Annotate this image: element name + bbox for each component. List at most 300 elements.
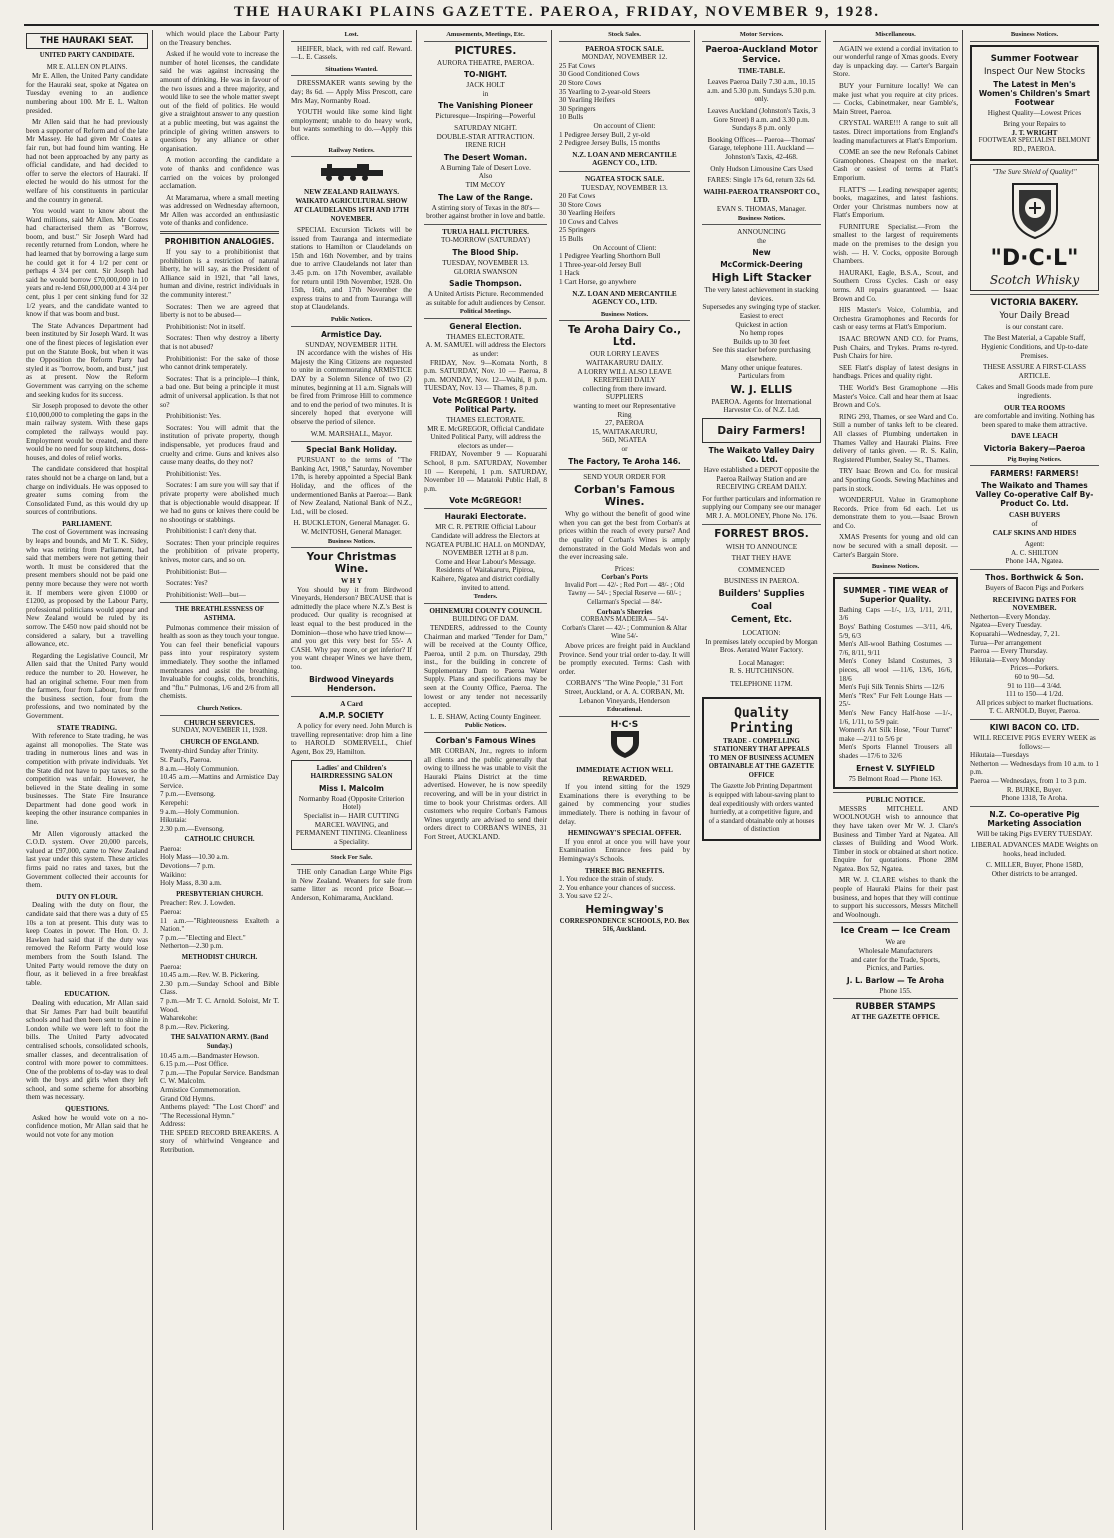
borthwick-heading: Thos. Borthwick & Son.	[985, 573, 1084, 583]
dcl-logo-text: "D·C·L"	[990, 245, 1079, 271]
divider	[291, 696, 412, 697]
dialogue-line: Socrates: Then we are agreed that liberty is not to be abused—	[160, 302, 279, 320]
section-label-educational: Educational.	[559, 705, 690, 717]
church-line: 6.15 p.m.—Post Office.	[160, 1060, 229, 1069]
latest-footwear: The Latest in Men's Women's Children's Smart Footwear	[978, 79, 1091, 107]
candidate-mcgregor: MR E. McGREGOR, Official Candidate United Political Party, will address the electors as under—	[427, 424, 544, 450]
summer-line: Men's All-wool Bathing Costumes —7/6, 8/11, 9/11	[839, 640, 952, 657]
church-line: 10.45 a.m.—Mattins and Armistice Day Service.	[160, 773, 279, 790]
public-notice-paragraph: MESSRS MITCHELL AND WOOLNOUGH wish to announce that they have taken over Mr W. J. Clare's Business and Timber Yard at Ngatea. All classes of Building and Wood Work. Timber in stock or obtained at short notice. Enquire for quotations. Phone 28M Ngatea. Box 52, Ngatea.	[833, 804, 958, 873]
railways-paragraph: SPECIAL Excursion Tickets will be issued from Tauranga and intermediate stations to Hamilton or Claudelands on 15th and 16th November, and by trains due to arrive Claudelands not later than 3.45 p.m. on 17th November, available for return until 19th November, 1928. On 15th, 16th, and 17th November the express trains to and from Tauranga will stop at Claudelands.	[291, 226, 412, 312]
wine-paragraph: You should buy it from Birdwood Vineyards, Henderson? BECAUSE that is admittedly the place where N.Z.'s Best is produced. Our quality is recognised at least equal to the best produced in the Dominion—those who have tried know—and you get this very best for 55/- A CASH. Why pay more, or get inferior? If you want cheaper Wines we have them, too.	[291, 585, 412, 672]
misc-ad: HAURAKI, Eagle, B.S.A., Scout, and Southern Cross Cycles. Cash or easy terms. All repairs guaranteed. — Isaac Brown and Co.	[833, 268, 958, 303]
barlow-name: J. L. Barlow — Te Aroha	[846, 975, 945, 985]
divider	[559, 469, 690, 470]
bank-holiday-heading: Special Bank Holiday.	[306, 445, 397, 455]
offer-paragraph: If you enrol at once you will have your Examination Entrance fees paid by Hemingway's Schools.	[559, 837, 690, 863]
misc-ad: FURNITURE Specialist.—From the smallest to the largest of requirements made on the premises to the design you wish. — H. V. Cocks, opposite Borough Chambers.	[833, 222, 958, 266]
timetable-auckland: Leaves Auckland (Johnston's Taxis, 3 Gore Street) 8 a.m. and 3.30 p.m. Sundays 8 p.m. only	[707, 106, 816, 133]
forrest-line: WISH TO ANNOUNCE	[725, 542, 798, 551]
new-label: New	[752, 248, 771, 258]
stacker-line: The very latest achievement in stacking devices.	[704, 286, 819, 303]
depot-text: Have established a DEPOT opposite the Paeroa Railway Station and are RECEIVING CREAM DAILY.	[703, 466, 820, 492]
star-name: JACK HOLT	[466, 81, 505, 90]
constant-care: is our constant care.	[1005, 322, 1064, 331]
dates-line: 91 to 110—4 3/4d.	[1007, 681, 1062, 690]
dialogue-line: Prohibitionist: Yes.	[166, 469, 221, 478]
misc-ad: THE World's Best Gramophone —His Master's Voice. Call and hear them at Isaac Brown and Co's.	[833, 383, 958, 410]
church-line: St. Paul's, Paeroa.	[160, 755, 212, 764]
stock-line: 35 Yearling to 2-year-old Steers	[559, 87, 651, 96]
benefits: THREE BIG BENEFITS.	[584, 866, 665, 875]
nz-coop-sub: Will be taking Pigs EVERY TUESDAY.	[976, 829, 1093, 838]
dates-line: Hikutaia—Every Monday	[970, 655, 1045, 664]
misc-ad: HIS Master's Voice, Columbia, and Orchestra Gramophones and Records for cash or easy terms at Flatt's Emporium.	[833, 306, 958, 332]
corban-address: CORBAN'S "The Wine People," 31 Fort Street, Auckland, or A. A. CORBAN, Mt. Lebanon Vineyards, Henderson	[564, 679, 685, 705]
ellis-agents: PAEROA. Agents for International Harvester Co. of N.Z. Ltd.	[711, 397, 812, 415]
forrest-bros: FORREST BROS.	[714, 527, 809, 540]
subhead-questions: QUESTIONS.	[65, 1105, 109, 1114]
section-label-business: Business Notices.	[970, 30, 1099, 42]
article-paragraph: The candidate considered that hospital rates should not be a charge on land, but a charge on individuals. He was opposed to greater sums coming from the Consolidated Fund, as this would dry up sources of contributions.	[26, 465, 148, 517]
asthma-heading: THE BREATHLESSNESS OF ASTHMA.	[174, 606, 265, 623]
corbans-heading: Corban's Famous Wines.	[574, 484, 675, 509]
article-paragraph: Sir Joseph proposed to devote the other £10,000,000 to completing the gaps in the main railway system. With these gaps completed the railways would pay. Employment would be created, and there would be no need for soup kitchens, doss-houses, and doles of relief works.	[26, 402, 148, 462]
public-notice-heading: PUBLIC NOTICE.	[865, 796, 926, 805]
film-description: A United Artists Picture. Recommended as suitable for adult audiences by Censor.	[425, 290, 546, 307]
masthead: THE HAURAKI PLAINS GAZETTE. PAEROA, FRIDAY, NOVEMBER 9, 1928.	[233, 4, 881, 20]
bank-holiday-signature: H. BUCKLETON, General Manager. G. W. McINTOSH, General Manager.	[293, 519, 410, 536]
misc-ad: COME an see the new Refonals Cabinet Gramophones. Cheapest on the market. Cash or easiest of terms at Flatt's Emporium.	[833, 148, 958, 182]
column-8	[966, 30, 1099, 1530]
column-5	[555, 30, 695, 1530]
bakery-assure: THESE ASSURE A FIRST-CLASS ARTICLE.	[983, 363, 1086, 380]
builders-supplies: Builders' Supplies	[718, 588, 805, 599]
stock-line: 2 Pedigree Jersey Bulls, 15 months	[559, 139, 661, 148]
highest-quality: Highest Quality—Lowest Prices	[987, 108, 1082, 117]
kiwi-line: Paeroa — Wednesdays, from 1 to 3 p.m.	[970, 776, 1087, 785]
article-paragraph: Pulmonas commence their mission of health as soon as they touch your tongue. You can feel their beneficial vapours pass into your respiratory system immediately. They soothe the inflamed membranes and assist the breathing. Invaluable for coughs, colds, bronchitis, and "flu." Pulmonas, 1/6 and 2/6 from all chemists.	[160, 623, 279, 701]
film-title: The Law of the Range.	[438, 192, 533, 202]
liberal-advances: LIBERAL ADVANCES MADE Weights on hooks, head included.	[971, 841, 1098, 858]
stock-line: 20 Store Cows	[559, 78, 602, 87]
dairy-farmers-ad	[702, 418, 821, 443]
subhead-parliament: PARLIAMENT.	[62, 519, 112, 528]
hairdresser-services: Specialist in— HAIR CUTTING MARCEL WAVING, and PERMANENT TINTING. Cleanliness a Speciality.	[295, 811, 408, 846]
armistice-signature: W.M. MARSHALL, Mayor.	[310, 429, 393, 438]
announcing: ANNOUNCING	[737, 228, 786, 237]
summer-line: Women's Art Silk Hose, "Four Turret" make —2/11 to 5/6 pr	[839, 726, 952, 743]
ports-list: Invalid Port — 42/- ; Red Port — 48/- ; Old Tawny — 54/- ; Special Reserve — 60/- ; Cellarman's Special — 84/-	[564, 581, 685, 607]
ice-cream-heading: Ice Cream — Ice Cream	[840, 926, 951, 937]
divider	[970, 719, 1099, 720]
armistice-heading: Armistice Day.	[321, 329, 382, 339]
star-name: GLORIA SWANSON	[453, 267, 518, 276]
telephone: TELEPHONE 117M.	[730, 679, 793, 688]
daily-bread: Your Daily Bread	[999, 310, 1070, 321]
church-line: Holy Mass—10.30 a.m.	[160, 853, 229, 862]
masthead-rule	[24, 24, 1099, 26]
aroha-line: wanting to meet our Representative	[573, 401, 676, 410]
armistice-date: SUNDAY, NOVEMBER 11TH.	[305, 340, 398, 349]
hairdresser-name: Miss I. Malcolm	[319, 783, 384, 793]
column-1	[26, 30, 153, 1530]
benefit-line: 3. You save £2 2/-.	[559, 892, 613, 901]
aroha-line: Ring	[617, 410, 632, 419]
divider	[970, 806, 1099, 807]
subhead-state-trading: STATE TRADING.	[57, 723, 117, 732]
church-line: Preacher: Rev. J. Lowden.	[160, 899, 236, 908]
article-title-hauraki-seat: THE HAURAKI SEAT.	[26, 33, 148, 49]
section-label-political: Political Meetings.	[424, 307, 547, 319]
bring-repairs: Bring your Repairs to	[1003, 120, 1066, 129]
thames-electorate: THAMES ELECTORATE.	[446, 416, 525, 425]
dialogue-line: Prohibitionist: But—	[166, 567, 227, 576]
waikato-dairy-co: The Waikato Valley Dairy Co. Ltd.	[708, 446, 815, 464]
te-aroha-dairy-heading: Te Aroha Dairy Co., Ltd.	[567, 324, 682, 349]
article-paragraph: which would place the Labour Party on the Treasury benches.	[160, 30, 279, 47]
church-line: Armistice Commemoration.	[160, 1085, 241, 1094]
article-paragraph: Asked if he would vote to increase the number of hotel licenses, the candidate said he was against increasing the amount of drinking. He was in favour of the two issues and a three majority, and would like to see the whole matter swept out of the field of politics. He would give a straightout answer to any question at a public meeting, but was against the principle of giving written answers to questions by any alliance or other organisation.	[160, 50, 279, 153]
wright-address: FOOTWEAR SPECIALIST BELMONT RD., PAEROA.	[978, 137, 1091, 153]
location-label: LOCATION:	[742, 628, 781, 637]
rubber-stamps: RUBBER STAMPS	[855, 1002, 936, 1013]
article-paragraph: If you say to a prohibitionist that prohibition is a restriction of natural liberty, he will say, as the President of Alliance said in 1921, that "all laws, human and divine, restrict individuals in the community interest."	[160, 248, 279, 300]
misc-ad: TRY Isaac Brown and Co. for musical and Sporting Goods. Sewing Machines and parts in stock.	[833, 467, 958, 493]
wine-heading: Your Christmas Wine.	[306, 551, 397, 576]
aroha-line: SUPPLIERS	[605, 393, 644, 402]
summer-line: Men's "Rex" Fur Felt Lounge Hats —25/-	[839, 691, 952, 709]
forrest-line: THAT THEY HAVE	[731, 554, 792, 563]
summer-line: Men's New Fancy Half-hose —1/-, 1/6, 1/11, to 5/9 pair.	[839, 708, 952, 726]
arnold-buyer: T. C. ARNOLD, Buyer, Paeroa.	[988, 707, 1081, 716]
dates-line: 60 to 90—5d.	[1014, 672, 1055, 681]
agent-label: Agent:	[1024, 540, 1045, 549]
corbans-sherries: Corban's Sherries	[596, 607, 653, 616]
stock-line: 30 Springers	[559, 104, 596, 113]
section-label-lost: Lost.	[291, 30, 412, 42]
church-line: Waikino:	[160, 870, 187, 879]
madeira: CORBAN'S MADEIRA — 54/-	[580, 616, 669, 624]
church-line: 7 p.m.—The Popular Service. Bandsman C. W. Malcolm.	[160, 1068, 279, 1086]
cash-buyers: CASH BUYERS	[1009, 511, 1060, 520]
petrie-invite: Come and Hear Labour's Message. Residents of Waitakaruru, Pipiroa, Kaihere, Ngatea and district cordially invited to attend.	[431, 557, 540, 592]
aroha-line: 15, WAITAKARURU,	[591, 427, 658, 436]
church-title: CHURCH SERVICES.	[183, 718, 256, 727]
timetable-label: TIME-TABLE.	[737, 66, 786, 75]
paeroa-stock-sale: PAEROA STOCK SALE.	[585, 44, 664, 53]
tea-rooms-text: are comfortable and inviting. Nothing has been spared to make them attractive.	[974, 412, 1095, 429]
rubber-stamps-sub: AT THE GAZETTE OFFICE.	[851, 1014, 940, 1022]
dairy-farmers-heading: Dairy Farmers!	[717, 425, 806, 437]
church-line: Devotions—7 p.m.	[160, 862, 215, 871]
church-line: Holy Mass, 8.30 a.m.	[160, 879, 222, 888]
thames-electorate: THAMES ELECTORATE.	[446, 332, 525, 341]
hairdressing-top: Ladies' and Children's HAIRDRESSING SALON	[310, 763, 393, 781]
wright-name: J. T. WRIGHT	[1011, 128, 1058, 137]
meeting-dates: FRIDAY, November 9 — Kopuarahi School, 8 p.m. SATURDAY, November 10 — Kerepehi, 1 p.m. SATURDAY, November 10 — Matatoki Public Hall, 8 p.m.	[424, 450, 547, 493]
dialogue-line: Prohibitionist: Well—but—	[166, 590, 246, 599]
shilton-name: A. C. SHILTON	[1010, 548, 1059, 557]
quality-printing-paragraph: The Gazette Job Printing Department is equipped with labour-saving plant to deal expeditiously with orders wanted hurriedly, at a competitive figure, and of a standard obtainable only at houses of distinction	[708, 783, 815, 834]
church-line: Kerepehi:	[160, 798, 189, 807]
subhead-duty-on-flour: DUTY ON FLOUR.	[56, 892, 118, 901]
farmers-heading: FARMERS! FARMERS!	[990, 469, 1079, 479]
article-subtitle: UNITED PARTY CANDIDATE.	[39, 52, 135, 59]
divider	[702, 524, 821, 525]
section-label-stock-for-sale: Stock For Sale.	[291, 853, 412, 865]
section-label-public: Public Notices.	[424, 721, 547, 733]
ngatea-stock-sale: NGATEA STOCK SALE.	[584, 174, 665, 183]
hairdresser-address: Normanby Road (Opposite Criterion Hotel)	[298, 794, 405, 812]
divider	[160, 602, 279, 603]
aurora-theatre: AURORA THEATRE, PAEROA.	[436, 58, 535, 67]
article-title-prohibition: PROHIBITION ANALOGIES.	[164, 237, 275, 247]
stacker-line: Supersedes any swinging type of stacker.	[702, 303, 821, 312]
stacker-line: Easiest to erect	[739, 312, 784, 321]
church-date: SUNDAY, NOVEMBER 11, 1928.	[171, 727, 268, 735]
stock-line: 30 Good Conditioned Cows	[559, 70, 640, 79]
dates-line: Turua—Per arrangement	[970, 638, 1042, 647]
cement: Cement, Etc.	[730, 614, 793, 625]
divider	[833, 922, 958, 923]
nz-loan-agency: N.Z. LOAN AND MERCANTILE AGENCY CO., LTD.	[572, 150, 677, 168]
film-title: The Blood Ship.	[452, 247, 519, 257]
aroha-line: collecting from there inward.	[582, 384, 667, 393]
stock-line: 30 Store Cows	[559, 200, 602, 209]
misc-ad: XMAS Presents for young and old can now be secured with a small deposit. — Carter's Bargain Store.	[833, 533, 958, 559]
section-label-motor: Motor Services.	[702, 30, 821, 42]
bakery-cakes: Cakes and Small Goods made from pure ingredients.	[976, 383, 1093, 400]
stock-line: 10 Cows and Calves	[559, 217, 618, 226]
church-line: Grand Old Hymns.	[160, 1094, 215, 1103]
freight-paragraph: Above prices are freight paid in Auckland Province. Send your trial order to-day. It will be promptly executed. Terms: Cash with order.	[559, 642, 690, 676]
stacker-line: See this stacker before purchasing elsewhere.	[712, 346, 811, 364]
quality-printing-tagline: TRADE - COMPELLING STATIONERY THAT APPEALS TO MEN OF BUSINESS ACUMEN OBTAINABLE AT THE GAZETTE OFFICE	[708, 737, 815, 779]
church-line: Waharekohe:	[160, 1014, 198, 1023]
hemingways-name: Hemingway's	[585, 903, 664, 916]
stock-line: 1 Pedigree Jersey Bull, 2 yr-old	[559, 130, 650, 139]
article-paragraph: At Maramarua, where a small meeting was addressed on Wednesday afternoon, Mr Allen was accorded an enthusiastic vote of thanks and confidence.	[160, 193, 279, 228]
article-paragraph: Mr Allen vigorously attacked the C.O.D. system. Over 20,000 parcels, valued at £97,000, came to New Zealand last year under this system. These articles firms paid no rates and taxes, but the Government collected their accounts for them.	[26, 829, 148, 890]
stacker-line: Builds up to 30 feet	[733, 337, 790, 346]
church-line: THE SPEED RECORD BREAKERS. A story of whirlwind Vengeance and Retribution.	[160, 1128, 279, 1155]
church-line: Netherton—2.30 p.m.	[160, 942, 224, 951]
aroha-line: 56D, NGATEA	[602, 436, 647, 445]
column-2	[156, 30, 284, 1530]
misc-ad: AGAIN we extend a cordial invitation to our wonderful range of Xmas goods. Every day is unpacking day. — Carter's Bargain Store.	[833, 44, 958, 79]
church-line: Twenty-third Sunday after Trinity.	[160, 747, 259, 756]
hauraki-electorate-heading: Hauraki Electorate.	[444, 512, 527, 522]
section-label-situations: Situations Wanted.	[291, 65, 412, 77]
summer-line: Men's Coney Island Costumes, 3 pieces, all wool —11/6, 13/6, 16/6, 18/6	[839, 657, 952, 683]
divider	[559, 171, 690, 172]
star-name: TIM McCOY	[465, 180, 506, 189]
turua-heading: TURUA HALL PICTURES.	[442, 227, 529, 236]
film-description: A Burning Tale of Desert Love.	[440, 163, 531, 172]
article-paragraph: With reference to State trading, he was against all monopolies. The State was trading in numerous lines and was in competition with private individuals. Yet the State did not have to pay taxes, so the competition was unfair. However, he believed in the State dealing in some businesses. The State Fire Insurance Department had done good work in keeping the other insurance companies in line.	[26, 732, 148, 827]
burke-phone: Phone 1318, Te Aroha.	[1001, 794, 1068, 803]
special-offer: HEMINGWAY'S SPECIAL OFFER.	[567, 829, 682, 838]
fluctuations: All prices subject to market fluctuations.	[976, 698, 1093, 707]
stacker-line: Many other unique features.	[720, 363, 803, 372]
double-star: DOUBLE-STAR ATTRACTION.	[436, 132, 535, 141]
church-line: 7 p.m.—Evensong.	[160, 790, 216, 799]
stock-line: 10 Bulls	[559, 113, 584, 122]
church-catholic-heading: CATHOLIC CHURCH.	[184, 836, 255, 844]
ice-line: Wholesale Manufacturers	[858, 947, 933, 956]
borthwick-sub: Buyers of Bacon Pigs and Porkers	[985, 584, 1084, 593]
railways-heading: WAIKATO AGRICULTURAL SHOW AT CLAUDELANDS 16TH AND 17TH NOVEMBER.	[294, 198, 409, 223]
coal: Coal	[751, 601, 772, 612]
amp-heading: A.M.P. SOCIETY	[319, 711, 384, 721]
manager-hutchinson: R. S. HUTCHINSON.	[729, 667, 794, 676]
send-order: SEND YOUR ORDER FOR	[583, 472, 666, 481]
benefit-line: 2. You enhance your chances of success.	[559, 883, 676, 892]
tonight: TO-NIGHT.	[463, 70, 508, 80]
aroha-line: OUR LORRY LEAVES	[589, 350, 660, 359]
booking-offices: Booking Offices— Paeroa—Thomas' Garage, telephone 111. Auckland — Johnston's Taxis, 42-468.	[707, 135, 816, 161]
ohinemuri-council: OHINEMURI COUNTY COUNCIL	[429, 606, 542, 615]
quality-printing-ad	[702, 697, 821, 842]
inspect-stocks: Inspect Our New Stocks	[983, 66, 1086, 77]
misc-ad: ISAAC BROWN AND CO. for Prams, Push Chairs, and Trykes. Prams re-tyred. Push Chairs for hire.	[833, 335, 958, 361]
film-title: Sadie Thompson.	[449, 279, 522, 289]
victoria-bakery-heading: VICTORIA BAKERY.	[990, 297, 1079, 308]
aroha-factory: The Factory, Te Aroha 146.	[568, 456, 681, 466]
vote-mcgregor: Vote McGREGOR ! United Political Party.	[432, 396, 539, 415]
church-line: 10.45 a.m.—Bandmaster Hewson.	[160, 1051, 260, 1060]
misc-ad: RING 293, Thames, or see Ward and Co. Still a number of tanks left to be cleared. All classes of Plumbing undertaken in Thames Valley and Hauraki Plains. Free delivery of tanks given. — R. S. Kalin, Registered Plumber, Sealey St., Thames.	[833, 412, 958, 464]
section-label-stock-sales: Stock Sales.	[559, 30, 690, 42]
section-label-amusements: Amusements, Meetings, Etc.	[424, 30, 547, 42]
church-line: Hikutaia:	[160, 816, 187, 825]
classified-ad: YOUTH would like some kind light employment; unable to do heavy work, but wants something to do.—Apply this office.	[291, 108, 412, 142]
of-label: of	[1031, 520, 1038, 529]
corbans-ports: Corban's Ports	[601, 573, 648, 582]
church-line: 10.45 a.m.—Rev. W. B. Pickering.	[160, 971, 260, 980]
the-label: the	[757, 236, 766, 245]
section-label-business: Business Notices.	[559, 310, 690, 322]
article-paragraph: The State Advances Department had been instituted by Sir Joseph Ward. It was one of the finest pieces of legislation ever put on the Statute Book, but when it was the Opposition the Reform Party had styled it as "borrow, boom, and bust," just as at present. Now the Reform Government was carrying on the scheme and seeking kudos for its success.	[26, 321, 148, 399]
film-description: A stirring story of Texas in the 80's—brother against brother in love and battle.	[426, 203, 545, 221]
film-title: The Desert Woman.	[443, 152, 528, 162]
calf-skins: CALF SKINS AND HIDES	[992, 528, 1077, 537]
candidate-petrie: MR C. R. PETRIE Official Labour Candidate will address the Electors at NGATEA PUBLIC HALL on MONDAY, NOVEMBER 12TH at 8 p.m.	[425, 523, 546, 558]
summer-line: Bathing Caps —1/-, 1/3, 1/11, 2/11, 3/6	[839, 605, 952, 623]
mccormick-deering: McCormick-Deering	[720, 260, 803, 270]
tuesday: TUESDAY, NOVEMBER 13.	[442, 258, 529, 267]
dates-line: Prices—Porkers.	[1010, 664, 1059, 673]
article-paragraph: The cost of Government was increasing by leaps and bounds, and Mr T. K. Sidey, who was retiring from Parliament, had said that members were not getting their worth. It must be considered that the present members should not be paid one penny more because they were not worth it. If members were given £1000 or £1200, as proposed by the Labour Party, professional politicians would appear and New Zealand would be ruled by its sorrow. The £450 now paid should not be considered a salary, but a travelling allowance, etc.	[26, 528, 148, 649]
waikato-coop: The Waikato and Thames Valley Co-operative Calf By-Product Co. Ltd.	[975, 481, 1094, 509]
church-line: 7 p.m.—"Electing and Elect."	[160, 933, 246, 942]
aroha-line: or	[621, 444, 628, 453]
manager-thomas: EVAN S. THOMAS, Manager.	[716, 204, 807, 213]
summer-wear-ad	[833, 577, 958, 789]
receiving-dates: RECEIVING DATES FOR NOVEMBER.	[992, 595, 1077, 613]
article-paragraph: Dealing with education, Mr Allan said that Sir James Parr had built beautiful schools and had then been sent to shine in London while we were left to foot the bills. The United Party advocated centralised schools, consolidated schools, smaller classes, and decentralisation of control with more power to committees. One of the problems of to-day was to deal with the boys and girls when they left school, and some scheme for absorbing them was necessary.	[26, 998, 148, 1102]
dates-line: Kopuarahi—Wednesday, 7, 21.	[970, 630, 1060, 638]
church-line: 7 p.m.—Mr T. C. Arnold. Soloist, Mr T. Wood.	[160, 996, 279, 1014]
birdwood-name: Birdwood Vineyards Henderson.	[309, 674, 394, 693]
amp-paragraph: A policy for every need. John Murch is travelling representative: drop him a line to HAROLD SOMERVELL, Chief Agent, Box 29, Hamilton.	[291, 722, 412, 756]
dialogue-line: Prohibitionist: For the sake of those who cannot drink temperately.	[160, 354, 279, 372]
church-methodist-heading: METHODIST CHURCH.	[181, 954, 258, 961]
dialogue-line: Socrates: That is a principle—I think, a bad one. But being a principle it must admit of universal application. Is that not so?	[160, 374, 279, 409]
section-label-public: Public Notices.	[291, 315, 412, 327]
sale-date: TUESDAY, NOVEMBER 13.	[581, 183, 668, 192]
aroha-line: KEREPEEHI DAILY	[593, 376, 656, 385]
misc-ad: FLATT'S — Leading newspaper agents; books, magazines, and latest fashions. Order your Christmas numbers now at Flatt's Emporium.	[833, 185, 958, 220]
dialogue-line: Prohibitionist: Not in itself.	[166, 322, 246, 331]
card-heading: A Card	[340, 699, 363, 708]
dialogue-line: Socrates: Then why destroy a liberty that is not abused?	[160, 334, 279, 351]
church-line: Paeroa:	[160, 908, 182, 917]
column-6	[698, 30, 826, 1530]
star-name: IRENE RICH	[465, 141, 506, 150]
church-line: 2.30 p.m.—Sunday School and Bible Class.	[160, 979, 279, 997]
summer-footwear-heading: Summer Footwear	[990, 53, 1079, 64]
vote-mcgregor: Vote McGREGOR!	[449, 496, 522, 506]
dam-paragraph: TENDERS, addressed to the County Chairman and marked "Tender for Dam," will be received at the County Office, Paeroa, until 2 p.m. on Thursday, 29th inst., for the building in concrete of Supplementary Dam to Paeroa Water Supply. Plans and specifications may be seen at the County Office, Paeroa. The lowest or any tender not necessarily accepted.	[424, 623, 547, 710]
church-presbyterian-heading: PRESBYTERIAN CHURCH.	[176, 890, 263, 898]
church-salvation-army-heading: THE SALVATION ARMY. (Band Sunday.)	[170, 1034, 269, 1050]
moloney-text: For further particulars and information re supplying our Company see our manager MR J. A. MOLONEY, Phone No. 176.	[702, 494, 821, 520]
section-label-tenders: Tenders.	[424, 592, 547, 604]
ice-line: We are	[885, 938, 906, 947]
ice-line: and cater for the Trade, Sports,	[851, 955, 940, 964]
barlow-phone: Phone 155.	[879, 986, 912, 995]
kiwi-bacon-heading: KIWI BACON CO. LTD.	[989, 722, 1080, 732]
dates-line: Netherton—Every Monday.	[970, 612, 1051, 621]
stock-line: 25 Fat Cows	[559, 61, 596, 70]
scotch-whisky: Scotch Whisky	[989, 272, 1080, 287]
wine-why: W H Y	[340, 577, 363, 586]
kiwi-line: WILL RECEIVE PIGS EVERY WEEK as follows:—	[973, 733, 1096, 751]
article-byline: MR E. ALLEN ON PLAINS.	[46, 63, 128, 71]
dialogue-line: Prohibitionist: I can't deny that.	[166, 527, 257, 536]
article-paragraph: Dealing with the duty on flour, the candidate said that there was a duty of £5 10s a ton at present. This duty was to keep Coates in power. The Hon. O. J. Hawken had said that if the duty was removed the Reform Party would lose members from the South Island. The United Party would remove the duty on flour, as it believed in a free breakfast table.	[26, 901, 148, 987]
summer-line: Men's Fuji Silk Tennis Shirts —12/6	[839, 683, 945, 692]
action-paragraph: If you intend sitting for the 1929 Examinations there is everything to be gained by commencing your studies immediately. There is nothing in favour of delay.	[559, 783, 690, 826]
church-line: 2.30 p.m.—Evensong.	[160, 824, 225, 833]
stacker-line: No hemp ropes	[739, 329, 784, 338]
stock-line: 25 Springers	[559, 226, 596, 235]
local-manager-label: Local Manager:	[738, 658, 785, 667]
section-label-business: Business Notices.	[833, 562, 958, 574]
fares: FARES: Single 17s 6d, return 32s 6d.	[707, 176, 816, 185]
armistice-paragraph: IN accordance with the wishes of His Majesty the King Citizens are requested to unite in commemorating ARMISTICE DAY by a Solemn Silence of two (2) minutes, beginning at 11 a.m. Signals will be fired from Primrose Hill to commence and to end the period of two minutes. It is sincerely hoped that everyone will observe the period of silence.	[291, 349, 412, 426]
sale-date: MONDAY, NOVEMBER 12.	[581, 53, 668, 62]
clare-paragraph: MR W. J. CLARE wishes to thank the people of Hauraki Plains for their past business, and hopes that they will continue to support his successors, Messrs Mitchell and Woolnough.	[833, 876, 958, 919]
slyfield-name: Ernest V. SLYFIELD	[856, 763, 935, 773]
summer-line: Men's Sports Flannel Trousers all shades —17/6 to 32/6	[839, 743, 952, 760]
stacker-line: Particulars from	[738, 372, 785, 381]
misc-ad: BUY your Furniture locally! We can make just what you require at city prices. — Cocks, Cabinetmaker, near Gamble's, Main Street, Paeroa.	[833, 81, 958, 116]
divider	[160, 231, 279, 234]
divider	[970, 294, 1099, 295]
aroha-line: A LORRY WILL ALSO LEAVE	[577, 367, 672, 376]
burke-buyer: R. BURKE, Buyer.	[1006, 785, 1063, 794]
stock-line: 20 Fat Cows	[559, 192, 596, 201]
also-label: Also	[478, 172, 493, 181]
misc-ad: SEE Flatt's display of latest designs in handbags. Prices and quality right.	[833, 363, 958, 381]
stacker-line: Quickest in action	[735, 320, 788, 329]
section-label-business: Business Notices.	[702, 214, 821, 226]
miller-sub: Other districts to be arranged.	[991, 870, 1078, 879]
dialogue-line: Socrates: You will admit that the institution of private property, though indispensable, yet produces fraud and cruelty and crime. Guns and knives also cause many deaths, do they not?	[160, 423, 279, 467]
